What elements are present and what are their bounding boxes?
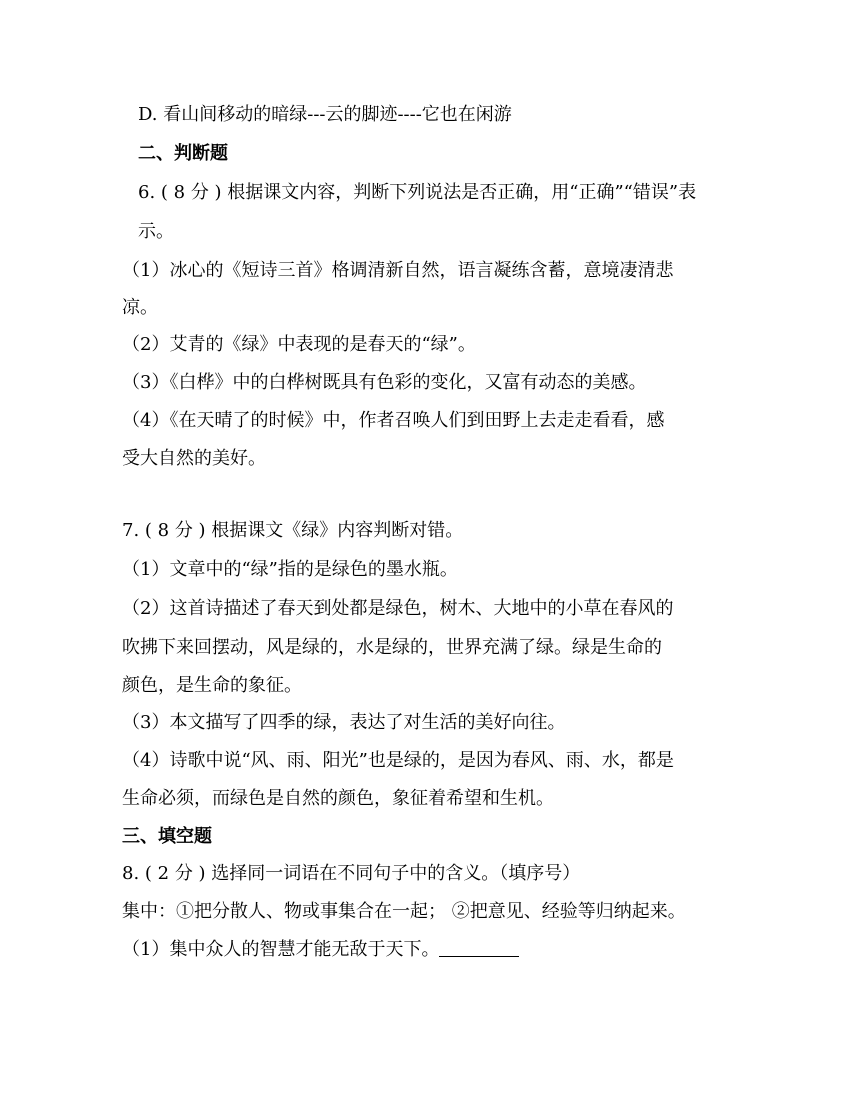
question-6-item-1-cont: 凉。 — [122, 297, 158, 318]
question-6-item-1: （1）冰心的《短诗三首》格调清新自然，语言凝练含蓄，意境凄清悲 — [122, 260, 674, 281]
question-6-stem-cont: 示。 — [138, 221, 174, 242]
question-7-item-3: （3）本文描写了四季的绿，表达了对生活的美好向往。 — [122, 712, 566, 733]
question-8-item-1 — [122, 938, 519, 962]
question-7-item-1: （1）文章中的“绿”指的是绿色的墨水瓶。 — [122, 559, 458, 580]
section-heading-fill-blank: 三、填空题 — [122, 826, 212, 847]
question-8-definition: 集中：①把分散人、物或事集合在一起； ②把意见、经验等归纳起来。 — [122, 901, 686, 922]
question-7-item-2-cont2: 颜色，是生命的象征。 — [122, 675, 302, 696]
question-7-item-2-cont1: 吹拂下来回摆动，风是绿的，水是绿的，世界充满了绿。绿是生命的 — [122, 637, 662, 658]
question-7-item-4-cont: 生命必须，而绿色是自然的颜色，象征着希望和生机。 — [122, 788, 554, 809]
question-6-item-4-cont: 受大自然的美好。 — [122, 448, 266, 469]
question-6-item-3: （3）《白桦》中的白桦树既具有色彩的变化，又富有动态的美感。 — [122, 372, 647, 393]
question-7-item-4: （4）诗歌中说“风、雨、阳光”也是绿的，是因为春风、雨、水，都是 — [122, 750, 674, 771]
answer-blank[interactable] — [439, 938, 519, 957]
question-7-item-2: （2）这首诗描述了春天到处都是绿色，树木、大地中的小草在春风的 — [122, 598, 674, 619]
section-heading-judgement: 二、判断题 — [138, 143, 228, 164]
question-8-stem: 8. ( 2 分 ) 选择同一词语在不同句子中的含义。（填序号） — [122, 863, 581, 884]
question-7-stem: 7. ( 8 分 ) 根据课文《绿》内容判断对错。 — [122, 520, 464, 541]
question-6-stem: 6. ( 8 分 ) 根据课文内容，判断下列说法是否正确，用“正确”“错误”表 — [138, 182, 697, 203]
question-6-item-2: （2）艾青的《绿》中表现的是春天的“绿”。 — [122, 334, 476, 355]
question-8-item-1-text: （1）集中众人的智慧才能无敌于天下。 — [122, 939, 440, 960]
option-d: D. 看山间移动的暗绿---云的脚迹----它也在闲游 — [138, 104, 512, 125]
question-6-item-4: （4）《在天晴了的时候》中，作者召唤人们到田野上去走走看看，感 — [122, 410, 665, 431]
